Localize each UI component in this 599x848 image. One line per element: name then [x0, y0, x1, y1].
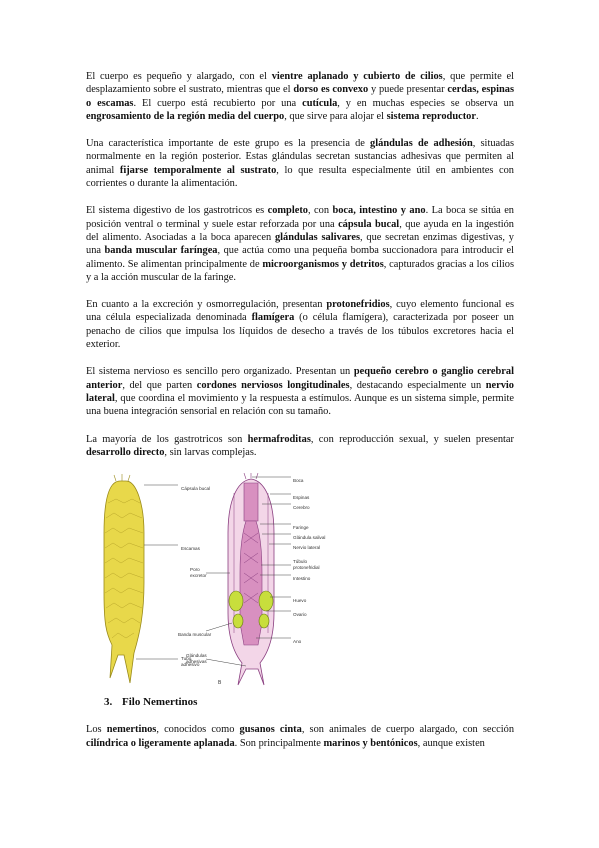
bold-term: sistema reproductor	[386, 110, 476, 122]
text-run: , que sirve para alojar el	[284, 110, 387, 122]
external-body-drawing	[104, 474, 144, 683]
label-intestino: Intestino	[293, 576, 311, 582]
bold-term: marinos y bentónicos	[323, 737, 418, 749]
bold-term: cápsula bucal	[338, 218, 400, 230]
label-boca: Boca	[293, 478, 304, 484]
bold-term: nemertinos	[106, 724, 157, 736]
text-run: , que permite el desplazamiento sobre el sustrato, mientras que el	[86, 71, 514, 96]
text-run: , que ayuda en la ingestión del alimento. Asociadas a la boca aparecen	[86, 218, 514, 243]
label-capsula-bucal: Cápsula bucal	[181, 486, 211, 492]
text-run: La mayoría de los gastrotricos son	[86, 433, 248, 445]
text-run: , sin larvas complejas.	[164, 446, 257, 458]
bold-term: cilíndrica o ligeramente aplanada	[86, 737, 235, 749]
paragraph	[86, 433, 514, 460]
bold-term: glándulas de adhesión	[370, 138, 473, 150]
paragraph	[86, 70, 514, 123]
text-run: , del que parten	[122, 379, 197, 391]
section-number: 3.	[104, 696, 113, 709]
paragraph-nemertinos	[86, 723, 514, 750]
label-ovario: Ovario	[293, 612, 307, 618]
text-run: El cuerpo es pequeño y alargado, con el	[86, 71, 272, 82]
bold-term: flamígera	[251, 312, 295, 324]
label-glandulas-adhesivas: Glándulas adhesivas	[186, 653, 207, 665]
section-heading	[104, 696, 514, 709]
text-run: (o célula flamígera), caracterizada por poseer un penacho de cilios que impulsa los líquidos de desecho a través de los túbulos excretores hacia el exterior.	[86, 312, 515, 351]
label-tubo-adhesivo: Tubo adhesivo	[181, 656, 200, 668]
bold-term: hermafroditas	[247, 433, 311, 445]
text-run: El sistema digestivo de los gastrotricos es	[86, 205, 268, 217]
text-run: , que actúa como una pequeña bomba succionadora para introducir el alimento. Se alimentan principalmente de	[86, 245, 515, 270]
text-run: , que coordina el movimiento y la respuesta a estímulos. Aunque es un sistema simple, permite una buena integración sensorial en relación con su tamaño.	[86, 392, 514, 418]
internal-anatomy-drawing	[228, 473, 274, 685]
paragraph	[86, 365, 514, 418]
text-run: . El cuerpo está recubierto por una	[133, 97, 303, 109]
bold-term: cerdas, espinas o escamas	[86, 84, 514, 109]
bold-term: dorso es convexo	[293, 84, 369, 96]
bold-term: banda muscular faríngea	[104, 245, 218, 257]
bold-term: fijarse temporalmente al sustrato	[119, 164, 277, 176]
text-run: , que secretan enzimas digestivas, y una	[86, 231, 514, 257]
gastrotrich-figure	[86, 473, 514, 688]
text-run: En cuanto a la excreción y osmorregulación, presentan	[86, 299, 327, 311]
text-run: , son animales de cuerpo alargado, con sección	[301, 724, 515, 736]
label-huevo: Huevo	[293, 598, 307, 604]
label-poro-excretor: Poro excretor	[190, 567, 207, 579]
bold-term: microorganismos y detritos	[262, 258, 384, 270]
label-tubulo-protonefridial: Túbulo protonefridial	[293, 559, 320, 571]
bold-term: protonefridios	[326, 299, 390, 311]
label-cerebro: Cerebro	[293, 505, 310, 511]
document-page	[86, 70, 514, 764]
text-run: , destacando especialmente un	[349, 379, 486, 391]
bold-term: gusanos cinta	[239, 724, 302, 736]
panel-letter: B	[218, 680, 222, 687]
text-run: , lo que resulta especialmente útil en ambientes con corrientes o durante la alimentación.	[86, 164, 515, 190]
bold-term: nervio lateral	[86, 379, 514, 404]
label-espinas: Espinas	[293, 495, 310, 501]
bold-term: cutícula	[302, 97, 338, 109]
bold-term: pequeño cerebro o ganglio cerebral anterior	[86, 366, 514, 391]
text-run: , situadas normalmente en la región posterior. Estas glándulas secretan sustancias adhesivas que permiten al animal	[86, 138, 514, 176]
text-run: .	[475, 110, 479, 122]
bold-term: boca, intestino y ano	[332, 205, 426, 217]
text-run: , con reproducción sexual, y suelen presentar	[310, 433, 514, 445]
text-run: , conocidos como	[156, 724, 240, 736]
label-glandula-salival: Glándula salival	[293, 535, 326, 541]
text-run: , cuyo elemento funcional es una célula especializada denominada	[86, 299, 514, 324]
text-run: El sistema nervioso es sencillo pero organizado. Presentan un	[86, 366, 354, 378]
paragraph	[86, 137, 514, 190]
bold-term: cordones nerviosos longitudinales	[196, 379, 350, 391]
paragraph	[86, 204, 514, 284]
body-text	[86, 70, 514, 459]
bold-term: glándulas salivares	[274, 231, 360, 243]
bold-term: desarrollo directo	[86, 446, 165, 458]
text-run: Los	[86, 724, 107, 736]
text-run: Una característica importante de este grupo es la presencia de	[86, 138, 371, 150]
text-run: , aunque existen	[417, 737, 485, 749]
bold-term: engrosamiento de la región media del cuerpo	[86, 110, 285, 122]
text-run: y puede presentar	[368, 84, 448, 96]
label-banda-muscular: Banda muscular	[178, 632, 212, 638]
text-run: . La boca se sitúa en posición ventral o terminal y suele estar reforzada por una	[86, 205, 515, 230]
section-title: Filo Nemertinos	[122, 696, 198, 709]
text-run: , con	[307, 205, 333, 217]
bold-term: completo	[267, 205, 308, 217]
label-nervio-lateral: Nervio lateral	[293, 545, 321, 551]
label-escamas: Escamas	[181, 546, 200, 552]
text-run: . Son principalmente	[234, 737, 324, 749]
text-run: , y en muchas especies se observa un	[337, 97, 514, 109]
text-run: , capturados gracias a los cilios y a la acción muscular de la faringe.	[86, 258, 515, 283]
paragraph	[86, 298, 514, 351]
label-ano: Ano	[293, 639, 302, 645]
label-faringe: Faringe	[293, 525, 309, 531]
bold-term: vientre aplanado y cubierto de cilios	[271, 71, 443, 82]
